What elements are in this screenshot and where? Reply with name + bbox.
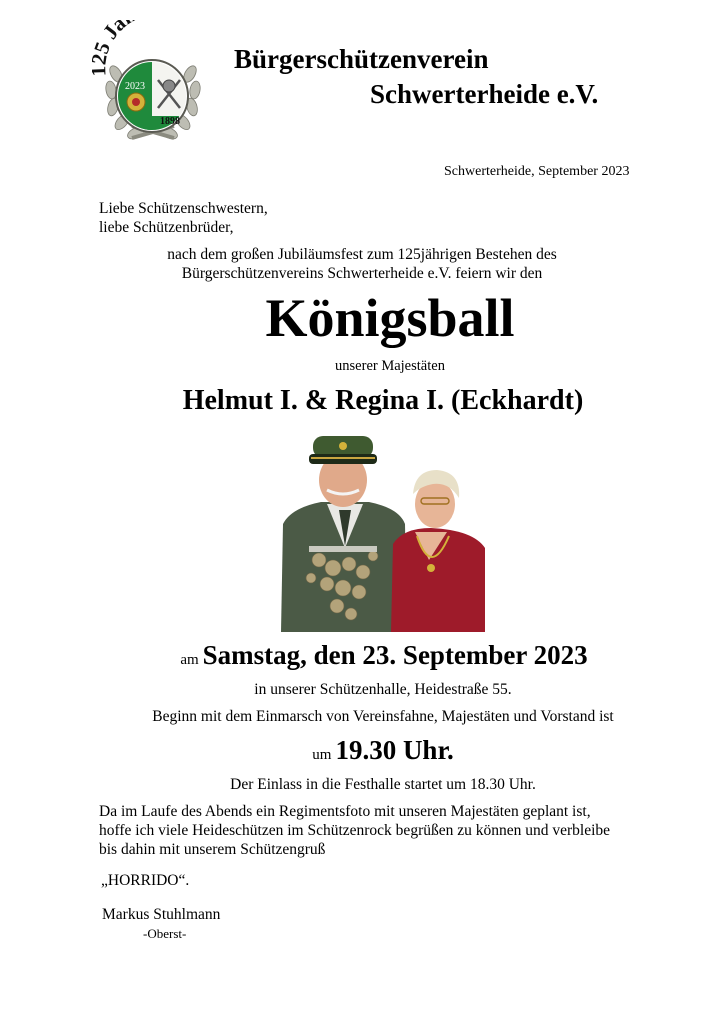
shield-emblem bbox=[116, 60, 188, 132]
salutation-line: Liebe Schützenschwestern, bbox=[99, 200, 268, 217]
greeting: „HORRIDO“. bbox=[101, 872, 190, 889]
time-prefix: um bbox=[312, 747, 332, 763]
begin-text: Beginn mit dem Einmarsch von Vereinsfahne, Majestäten und Vorstand ist bbox=[152, 708, 614, 725]
closing-paragraph bbox=[99, 802, 699, 859]
event-subtitle: unserer Majestäten bbox=[335, 358, 445, 374]
club-logo bbox=[92, 20, 224, 148]
org-name-line1: Bürgerschützenverein bbox=[234, 44, 489, 74]
salutation-line: liebe Schützenbrüder, bbox=[99, 219, 234, 236]
intro-text bbox=[0, 245, 724, 283]
intro-line: Bürgerschützenvereins Schwerterheide e.V. feiern wir den bbox=[181, 265, 543, 282]
signature-name: Markus Stuhlmann bbox=[102, 906, 221, 923]
date-prefix: am bbox=[180, 652, 199, 668]
signature-rank: -Oberst- bbox=[143, 926, 187, 941]
paragraph-line: hoffe ich viele Heideschützen im Schützenrock begrüßen zu können und verbleibe bbox=[99, 822, 611, 839]
date-main: Samstag, den 23. September 2023 bbox=[202, 640, 588, 670]
org-name-line2: Schwerterheide e.V. bbox=[370, 79, 599, 109]
event-location: in unserer Schützenhalle, Heidestraße 55. bbox=[254, 681, 512, 698]
time-main: 19.30 Uhr bbox=[335, 735, 447, 765]
dateline: Schwerterheide, September 2023 bbox=[444, 164, 630, 179]
event-time bbox=[0, 735, 724, 766]
royals-names: Helmut I. & Regina I. (Eckhardt) bbox=[182, 385, 584, 416]
event-date bbox=[0, 640, 724, 671]
intro-line: nach dem großen Jubiläumsfest zum 125jährigen Bestehen des bbox=[167, 246, 557, 263]
royal-couple-photo bbox=[281, 428, 485, 632]
paragraph-line: bis dahin mit unserem Schützengruß bbox=[99, 841, 326, 858]
paragraph-line: Da im Laufe des Abends ein Regimentsfoto mit unseren Majestäten geplant ist, bbox=[99, 803, 591, 820]
anniversary-banner: Ja bbox=[97, 20, 131, 44]
salutation bbox=[99, 199, 268, 237]
entry-text: Der Einlass in die Festhalle startet um 18.30 Uhr. bbox=[230, 776, 536, 793]
time-suffix: . bbox=[446, 735, 454, 765]
logo-year-right: 1898 bbox=[160, 116, 180, 127]
event-title: Königsball bbox=[265, 288, 515, 348]
logo-year-left: 2023 bbox=[125, 81, 145, 92]
